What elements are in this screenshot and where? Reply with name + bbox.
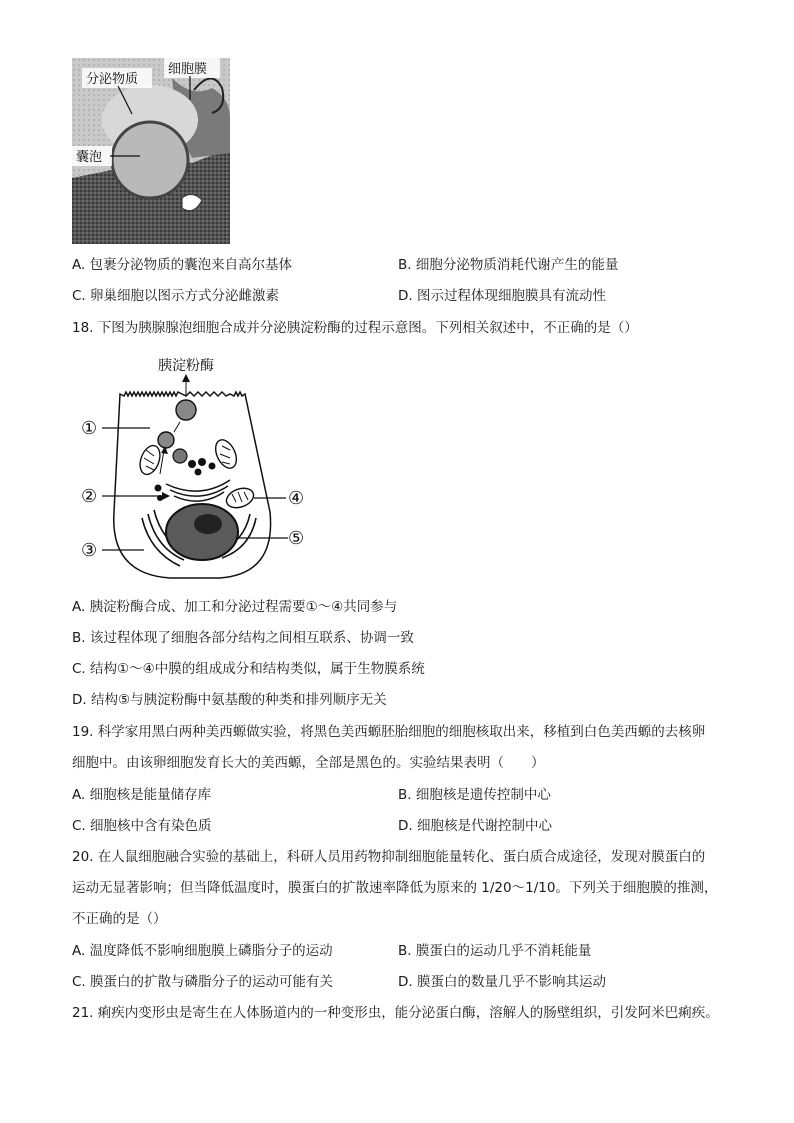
label-secretion: 分泌物质	[86, 72, 139, 87]
label-structure-3: ③	[81, 540, 98, 561]
q20-option-a: A. 温度降低不影响细胞膜上磷脂分子的运动	[72, 943, 333, 959]
q18-option-b: B. 该过程体现了细胞各部分结构之间相互联系、协调一致	[72, 630, 414, 646]
label-structure-4: ④	[288, 488, 305, 509]
q20-option-d: D. 膜蛋白的数量几乎不影响其运动	[398, 974, 606, 990]
q19-option-a: A. 细胞核是能量储存库	[72, 787, 212, 803]
q17-option-a: A. 包裹分泌物质的囊泡来自高尔基体	[72, 257, 293, 273]
q20-stem-line1: 20. 在人鼠细胞融合实验的基础上，科研人员用药物抑制细胞能量转化、蛋白质合成途径，发现对膜蛋白的	[72, 849, 706, 865]
diagram-title: 胰淀粉酶	[158, 358, 214, 374]
q17-option-d: D. 图示过程体现细胞膜具有流动性	[398, 288, 606, 304]
q18-option-c: C. 结构①～④中膜的组成成分和结构类似，属于生物膜系统	[72, 661, 425, 677]
secretion-micrograph	[72, 58, 230, 244]
q19-option-b: B. 细胞核是遗传控制中心	[398, 787, 551, 803]
q20-option-c: C. 膜蛋白的扩散与磷脂分子的运动可能有关	[72, 974, 334, 990]
label-structure-1: ①	[81, 418, 98, 439]
q20-stem-line3: 不正确的是（）	[72, 911, 167, 927]
q20-option-b: B. 膜蛋白的运动几乎不消耗能量	[398, 943, 592, 959]
q18-option-d: D. 结构⑤与胰淀粉酶中氨基酸的种类和排列顺序无关	[72, 692, 387, 708]
q17-option-b: B. 细胞分泌物质消耗代谢产生的能量	[398, 257, 619, 273]
q19-stem-line1: 19. 科学家用黑白两种美西螈做实验，将黑色美西螈胚胎细胞的细胞核取出来，移植到白色美西螈的去核卵	[72, 724, 706, 740]
label-vesicle: 囊泡	[76, 150, 103, 165]
q19-option-d: D. 细胞核是代谢控制中心	[398, 818, 552, 834]
q19-stem-line2: 细胞中。由该卵细胞发育长大的美西螈，全部是黑色的。实验结果表明（ ）	[72, 755, 545, 771]
q20-stem-line2: 运动无显著影响；但当降低温度时，膜蛋白的扩散速率降低为原来的 1/20～1/10。下列关于细胞膜的推测，	[72, 880, 718, 896]
q21-stem-line1: 21. 痢疾内变形虫是寄生在人体肠道内的一种变形虫，能分泌蛋白酶，溶解人的肠壁组织，引发阿米巴痢疾。	[72, 1005, 719, 1021]
label-membrane: 细胞膜	[168, 62, 208, 77]
q18-stem: 18. 下图为胰腺腺泡细胞合成并分泌胰淀粉酶的过程示意图。下列相关叙述中，不正确的是（）	[72, 320, 638, 336]
q18-option-a: A. 胰淀粉酶合成、加工和分泌过程需要①～④共同参与	[72, 599, 398, 615]
q19-option-c: C. 细胞核中含有染色质	[72, 818, 212, 834]
pancreatic-cell-diagram	[80, 352, 320, 584]
q17-option-c: C. 卵巢细胞以图示方式分泌雌激素	[72, 288, 280, 304]
label-structure-5: ⑤	[288, 528, 305, 549]
label-structure-2: ②	[81, 486, 98, 507]
